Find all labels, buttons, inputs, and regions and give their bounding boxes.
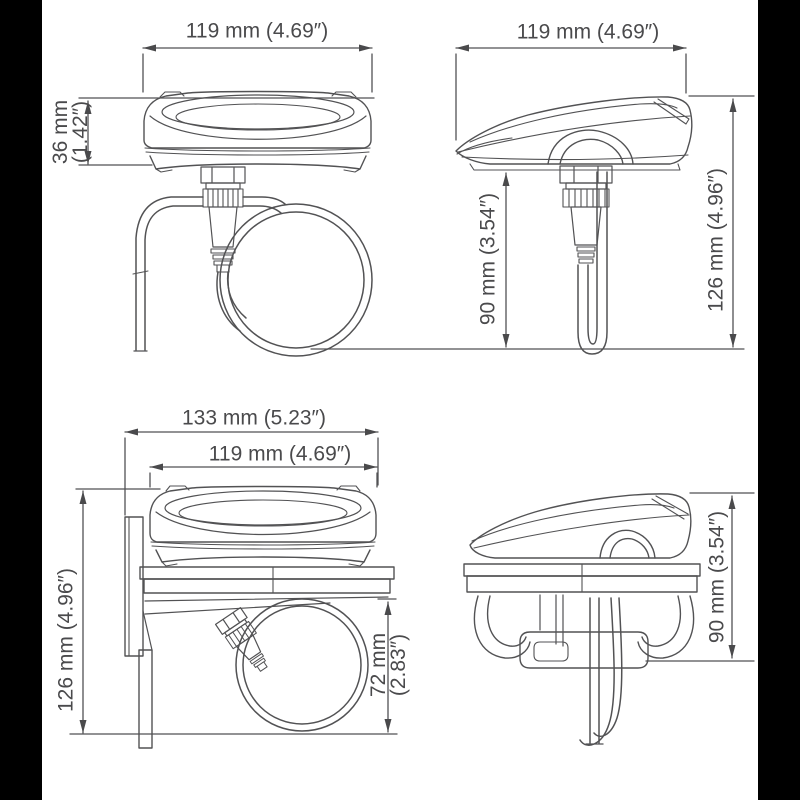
front-view-drawing [133,92,372,357]
dim-overall-height-side-top: 126 mm (4.96″) [704,168,728,312]
side-view-drawing [311,97,744,354]
dim-cable-drop-side-top: 90 mm (3.54″) [476,192,500,326]
dim-clearance-bracket-line2: (2.83″) [387,633,410,697]
dim-clearance-bracket-line1: 72 mm [367,632,390,698]
dim-overall-height-bracket: 126 mm (4.96″) [54,568,78,712]
dim-height-bracket-side: 90 mm (3.54″) [705,510,729,644]
dim-height-front-top-line1: 36 mm [49,99,72,165]
dim-clearance-bracket [369,633,409,697]
dim-height-front-top-line2: (1.42″) [69,100,92,164]
dim-width-side-top: 119 mm (4.69″) [516,20,660,44]
dimension-lines [70,48,754,734]
bracket-side-view-drawing [464,494,700,745]
dim-device-width-bracket: 119 mm (4.69″) [208,442,352,466]
dim-width-front-top: 119 mm (4.69″) [185,19,329,43]
bracket-front-view-drawing [125,486,394,748]
dim-overall-width-bracket: 133 mm (5.23″) [182,406,326,430]
dim-height-front-top [51,100,91,164]
